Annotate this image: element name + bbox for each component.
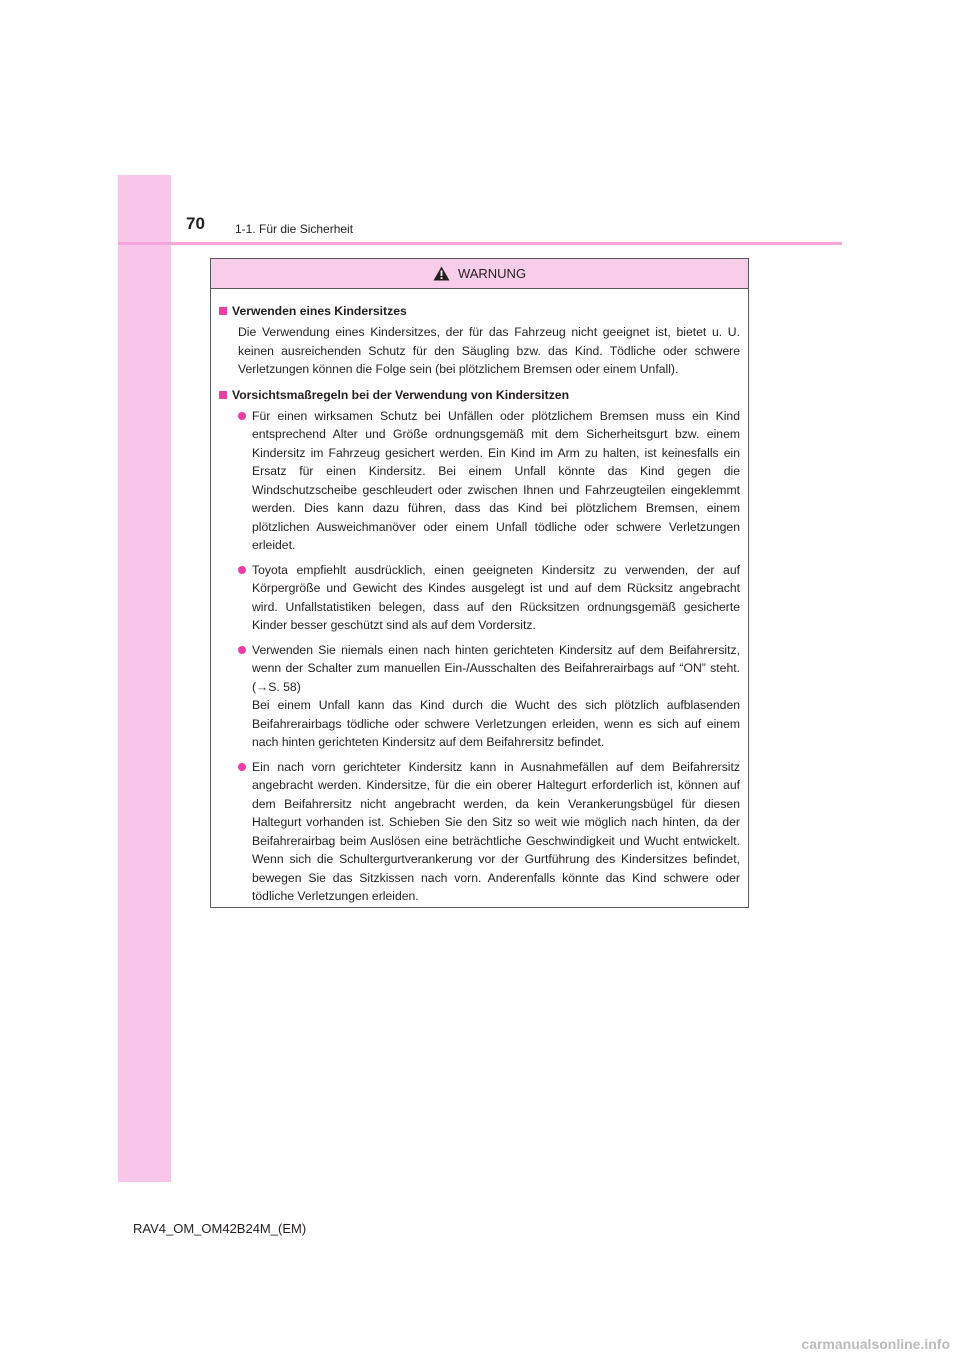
- item-title: [219, 302, 740, 320]
- warning-header: [211, 259, 748, 289]
- bullet-text: Toyota empfiehlt ausdrücklich, einen geeigneten Kindersitz zu verwenden, der auf Körpergröße und Gewicht des Kindes ausgelegt ist und auf dem Rücksitz angebracht wird. Unfallstatistiken belegen, dass auf den Rücksitzen ordnungsgemäß gesicherte Kinder besser geschützt sind als auf dem Vordersitz.: [252, 562, 740, 632]
- warning-label: WARNUNG: [457, 266, 527, 281]
- square-bullet-icon: [219, 307, 227, 315]
- warning-item: [219, 386, 740, 906]
- warning-item: [219, 302, 740, 379]
- bullet-text-continued: Bei einem Unfall kann das Kind durch die Wucht des sich plötzlich aufblasenden Beifahrerairbags tödliche oder schwere Verletzungen erleiden, wenn es sich auf einem nach hinten gerichteten Kindersitz auf dem Beifahrersitz befindet.: [252, 698, 740, 749]
- round-bullet-icon: [238, 646, 246, 654]
- item-title-text: Verwenden eines Kindersitzes: [232, 304, 407, 318]
- bullet-text: Ein nach vorn gerichteter Kindersitz kann in Ausnahmefällen auf dem Beifahrersitz angebracht werden. Kindersitze, für die ein oberer Haltegurt erforderlich ist, können auf dem Beifahrersitz nicht angebracht werden, da kein Verankerungsbügel für diesen Haltegurt vorhanden ist. Schieben Sie den Sitz so weit wie möglich nach hinten, da der Beifahrerairbag beim Auslösen eine beträchtliche Geschwindigkeit und Wucht entwickelt. Wenn sich die Schultergurtverankerung vor der Gurtführung des Kindersitzes befindet, bewegen Sie das Sitzkissen nach vorn. Anderenfalls könnte das Kind schwere oder tödliche Verletzungen erleiden.: [252, 759, 740, 903]
- round-bullet-icon: [238, 566, 246, 574]
- section-title: 1-1. Für die Sicherheit: [235, 222, 354, 236]
- square-bullet-icon: [219, 391, 227, 399]
- item-title: [219, 386, 740, 404]
- document-id: RAV4_OM_OM42B24M_(EM): [133, 1221, 307, 1236]
- bullet-text: Verwenden Sie niemals einen nach hinten gerichteten Kindersitz auf dem Beifahrersitz, wenn der Schalter zum manuellen Ein-/Ausschalten des Beifahrerairbags auf “ON” steht. (→S. 58): [252, 642, 740, 694]
- bullet-item: [238, 407, 740, 555]
- watermark: carmanualsonline.info: [801, 1336, 950, 1352]
- warning-box: [210, 258, 749, 908]
- header-rule: [118, 242, 842, 245]
- bullet-item: [238, 758, 740, 906]
- warning-triangle-icon: [433, 266, 450, 281]
- side-thumb-band: [118, 175, 171, 1182]
- warning-body: [211, 289, 748, 906]
- round-bullet-icon: [238, 763, 246, 771]
- bullet-text-group: [252, 641, 740, 752]
- round-bullet-icon: [238, 412, 246, 420]
- item-title-text: Vorsichtsmaßregeln bei der Verwendung von Kindersitzen: [232, 387, 570, 402]
- bullet-item: [238, 641, 740, 752]
- bullet-item: [238, 561, 740, 635]
- item-body-text: Die Verwendung eines Kindersitzes, der für das Fahrzeug nicht geeignet ist, bietet u. U. keinen ausreichenden Schutz für den Säugling bzw. das Kind. Tödliche oder schwere Verletzungen können die Folge sein (bei plötzlichem Bremsen oder einem Unfall).: [238, 325, 740, 376]
- page-number: 70: [186, 214, 205, 233]
- bullet-text: Für einen wirksamen Schutz bei Unfällen oder plötzlichem Bremsen muss ein Kind entsprechend Alter und Größe ordnungsgemäß mit dem Sicherheitsgurt bzw. einem Kindersitz im Fahrzeug gesichert werden. Ein Kind im Arm zu halten, ist keinesfalls ein Ersatz für einen Kindersitz. Bei einem Unfall könnte das Kind gegen die Windschutzscheibe geschleudert oder zwischen Ihnen und Fahrzeugteilen eingeklemmt werden. Dies kann dazu führen, dass das Kind bei plötzlichem Bremsen, einem plötzlichen Ausweichmanöver oder einem Unfall tödliche oder schwere Verletzungen erleidet.: [252, 408, 740, 552]
